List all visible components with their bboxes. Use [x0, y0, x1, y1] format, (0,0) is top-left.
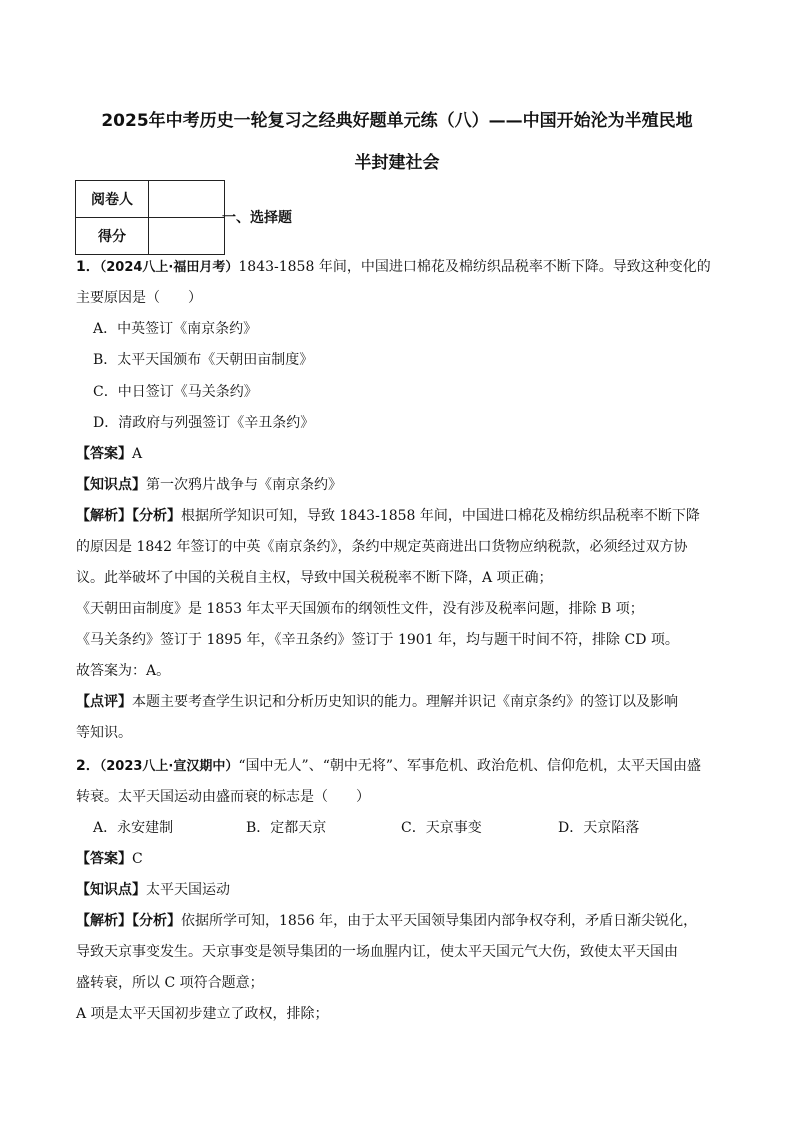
q1-kp-value: 第一次鸦片战争与《南京条约》 [146, 477, 342, 493]
q1-answer [76, 444, 722, 464]
q1-analysis-line-2: 的原因是 1842 年签订的中英《南京条约》，条约中规定英商进出口货物应纳税款，必须经过双方协 [76, 539, 688, 555]
q1-stem-line-2: 主要原因是（ ） [76, 290, 202, 306]
q1-comment-tag: 【点评】 [76, 694, 132, 710]
q1-option-a: A．中英签订《南京条约》 [93, 321, 258, 337]
q2-analysis-line-4: A 项是太平天国初步建立了政权，排除； [76, 1006, 329, 1022]
q2-analysis-sub-tag: 【分析】 [132, 913, 181, 929]
q1-comment-text-1: 本题主要考查学生识记和分析历史知识的能力。理解并识记《南京条约》的签订以及影响 [132, 694, 678, 710]
q1-analysis-tag: 【解析】 [76, 508, 132, 524]
q1-comment-line-1 [76, 692, 722, 712]
reviewer-label: 阅卷人 [76, 181, 149, 218]
q2-analysis-text-1: 依据所学可知，1856 年，由于太平天国领导集团内部争权夺利，矛盾日渐尖锐化， [181, 913, 698, 929]
q2-option-d: D．天京陷落 [558, 820, 640, 836]
q1-analysis-line-5: 《马关条约》签订于 1895 年，《辛丑条约》签订于 1901 年，均与题干时间不符，排除 CD 项。 [76, 632, 679, 648]
q2-option-b: B．定都天京 [246, 820, 327, 836]
q1-analysis-text-1: 根据所学知识可知，导致 1843-1858 年间，中国进口棉花及棉纺织品税率不断下降 [181, 508, 700, 524]
q2-kp-tag: 【知识点】 [76, 882, 146, 898]
q1-stem-text-1: 1843-1858 年间，中国进口棉花及棉纺织品税率不断下降。导致这种变化的 [238, 259, 711, 275]
score-table [75, 180, 225, 255]
q2-number: 2． [76, 758, 100, 774]
q1-analysis-line-1 [76, 506, 722, 526]
q2-analysis-line-3: 盛转衰，所以 C 项符合题意； [76, 975, 264, 991]
q1-analysis-line-4: 《天朝田亩制度》是 1853 年太平天国颁布的纲领性文件，没有涉及税率问题，排除 B 项； [76, 601, 644, 617]
q1-analysis-sub-tag: 【分析】 [132, 508, 181, 524]
reviewer-cell[interactable] [149, 181, 225, 218]
page-title-line-2: 半封建社会 [354, 153, 440, 173]
q2-kp-value: 太平天国运动 [146, 882, 230, 898]
q2-analysis-line-1 [76, 911, 722, 931]
q2-answer [76, 849, 722, 869]
q1-option-c: C．中日签订《马关条约》 [93, 384, 258, 400]
score-label: 得分 [76, 218, 149, 255]
q1-kp-tag: 【知识点】 [76, 477, 146, 493]
q2-analysis-line-2: 导致天京事变发生。天京事变是领导集团的一场血腥内讧，使太平天国元气大伤，致使太平天国由 [76, 944, 678, 960]
q2-knowledge-point [76, 880, 722, 900]
q2-source: （2023八上·宣汉期中） [99, 759, 239, 774]
q2-option-c: C．天京事变 [401, 820, 482, 836]
q2-answer-value: C [132, 851, 143, 867]
q2-stem-text-1: “国中无人”、“朝中无将”、军事危机、政治危机、信仰危机，太平天国由盛 [238, 758, 702, 774]
q1-option-d: D．清政府与列强签订《辛丑条约》 [93, 415, 315, 431]
q1-answer-value: A [132, 446, 143, 462]
section-title: 一、选择题 [222, 210, 292, 226]
q1-option-b: B．太平天国颁布《天朝田亩制度》 [93, 352, 314, 368]
q1-answer-tag: 【答案】 [76, 446, 132, 462]
q1-analysis-line-6: 故答案为：A。 [76, 663, 171, 679]
q2-answer-tag: 【答案】 [76, 851, 132, 867]
q1-stem-line-1 [76, 257, 722, 278]
page-title-line-1: 2025年中考历史一轮复习之经典好题单元练（八）——中国开始沦为半殖民地 [101, 111, 693, 131]
q1-number: 1． [76, 259, 100, 275]
q2-option-a: A．永安建制 [93, 820, 174, 836]
q1-analysis-line-3: 议。此举破坏了中国的关税自主权，导致中国关税税率不断下降，A 项正确； [76, 570, 553, 586]
score-cell[interactable] [149, 218, 225, 255]
q2-stem-line-2: 转衰。太平天国运动由盛而衰的标志是（ ） [76, 789, 370, 805]
q1-knowledge-point [76, 475, 722, 495]
q2-stem-line-1 [76, 756, 722, 777]
q2-analysis-tag: 【解析】 [76, 913, 132, 929]
q1-source: （2024八上·福田月考） [99, 260, 239, 275]
q1-comment-line-2: 等知识。 [76, 725, 132, 741]
